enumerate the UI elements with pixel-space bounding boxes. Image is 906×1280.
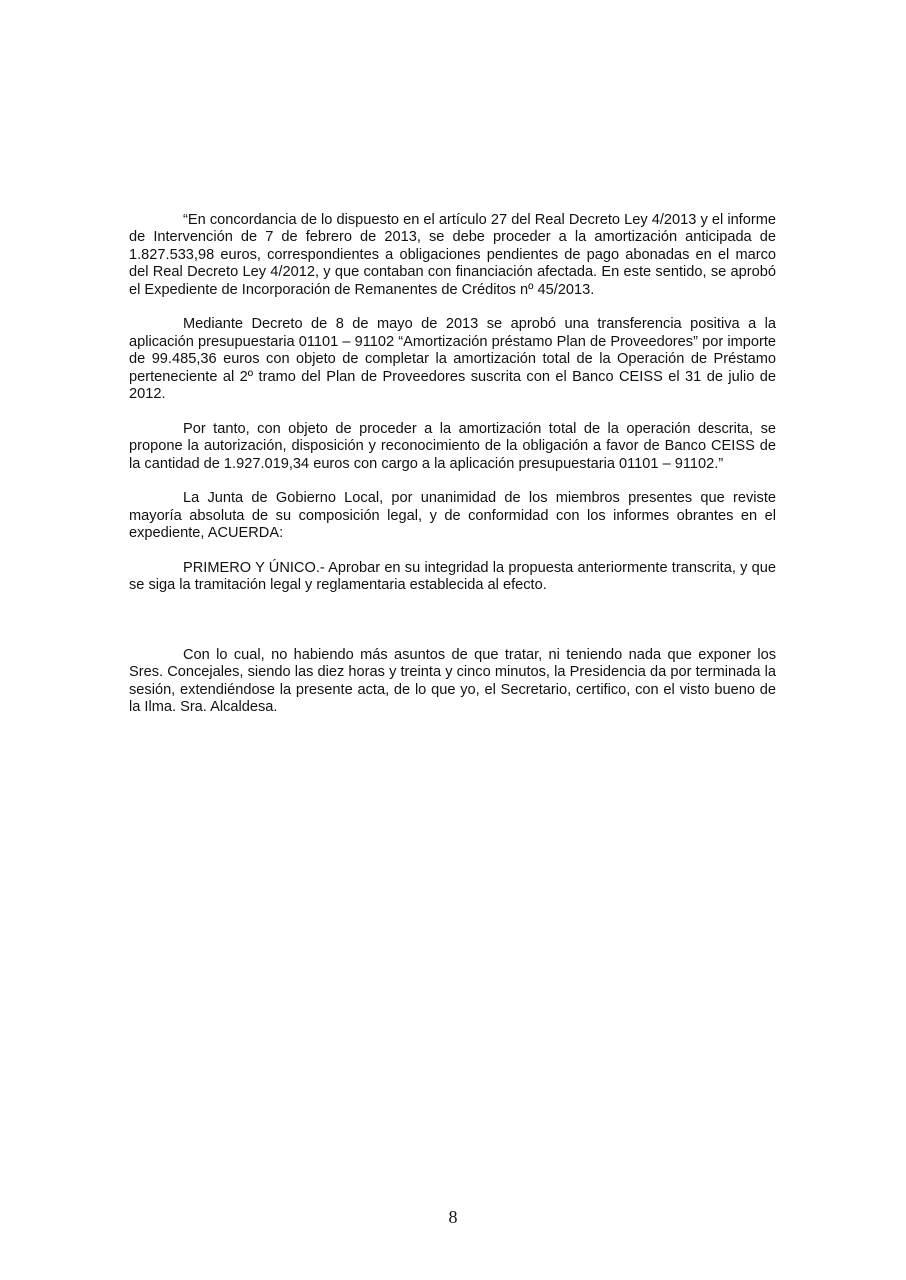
page-number: 8 (448, 1207, 458, 1227)
paragraph-decree-transfer: Mediante Decreto de 8 de mayo de 2013 se aprobó una transferencia positiva a la aplicación presupuestaria 01101 – 91102 “Amortización préstamo Plan de Proveedores” por importe de 99.485,36 euros con objeto de completar la amortización total de la Operación de Préstamo perteneciente al 2º tramo del Plan de Proveedores suscrita con el Banco CEISS el 31 de julio de 2012. (129, 316, 776, 403)
paragraph-proposal-intro: “En concordancia de lo dispuesto en el artículo 27 del Real Decreto Ley 4/2013 y el informe de Intervención de 7 de febrero de 2013, se debe proceder a la amortización anticipada de 1.827.533,98 euros, correspondientes a obligaciones pendientes de pago abonadas en el marco del Real Decreto Ley 4/2012, y que contaban con financiación afectada. En este sentido, se aprobó el Expediente de Incorporación de Remanentes de Créditos nº 45/2013. (129, 212, 776, 298)
document-body (129, 212, 776, 734)
paragraph-resolution: PRIMERO Y ÚNICO.- Aprobar en su integridad la propuesta anteriormente transcrita, y que se siga la tramitación legal y reglamentaria establecida al efecto. (129, 560, 776, 594)
paragraph-proposal-amount: Por tanto, con objeto de proceder a la amortización total de la operación descrita, se propone la autorización, disposición y reconocimiento de la obligación a favor de Banco CEISS de la cantidad de 1.927.019,34 euros con cargo a la aplicación presupuestaria 01101 – 91102.” (129, 420, 776, 472)
paragraph-junta-agreement: La Junta de Gobierno Local, por unanimidad de los miembros presentes que reviste mayoría absoluta de su composición legal, y de conformidad con los informes obrantes en el expediente, ACUERDA: (129, 490, 776, 542)
paragraph-closing: Con lo cual, no habiendo más asuntos de que tratar, ni teniendo nada que exponer los Sres. Concejales, siendo las diez horas y treinta y cinco minutos, la Presidencia da por terminada la sesión, extendiéndose la presente acta, de lo que yo, el Secretario, certifico, con el visto bueno de la Ilma. Sra. Alcaldesa. (129, 646, 776, 716)
